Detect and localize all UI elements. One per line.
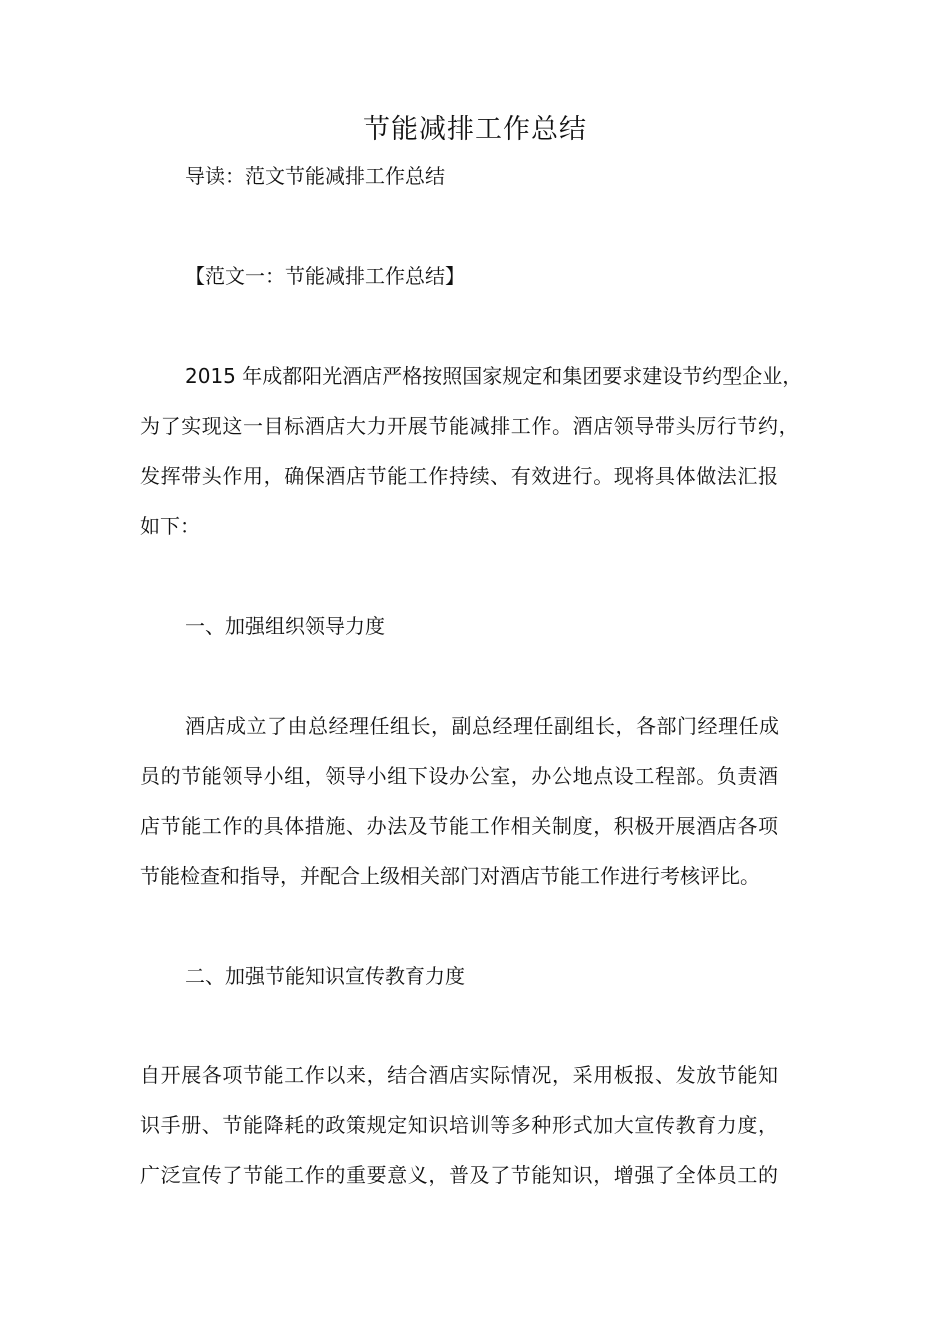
document-title: 节能减排工作总结 (363, 114, 587, 145)
intro-line: 2015 年成都阳光酒店严格按照国家规定和集团要求建设节约型企业， (185, 364, 803, 388)
paragraph-2-line: 识手册、节能降耗的政策规定知识培训等多种形式加大宣传教育力度， (140, 1113, 779, 1137)
section-heading-1: 一、加强组织领导力度 (185, 614, 385, 638)
paragraph-2-line: 自开展各项节能工作以来，结合酒店实际情况，采用板报、发放节能知 (140, 1063, 779, 1087)
section-heading-2: 二、加强节能知识宣传教育力度 (185, 964, 465, 988)
paragraph-2-line: 广泛宣传了节能工作的重要意义，普及了节能知识，增强了全体员工的 (140, 1163, 779, 1187)
intro-line: 为了实现这一目标酒店大力开展节能减排工作。酒店领导带头厉行节约， (140, 414, 800, 438)
paragraph-1-line: 员的节能领导小组，领导小组下设办公室，办公地点设工程部。负责酒 (140, 764, 779, 788)
intro-line: 发挥带头作用，确保酒店节能工作持续、有效进行。现将具体做法汇报 (140, 464, 779, 488)
lead-text: 导读：范文节能减排工作总结 (185, 164, 445, 188)
paragraph-1-line: 酒店成立了由总经理任组长，副总经理任副组长，各部门经理任成 (185, 714, 780, 738)
section-label: 【范文一：节能减排工作总结】 (185, 264, 465, 288)
paragraph-1-line: 节能检查和指导，并配合上级相关部门对酒店节能工作进行考核评比。 (140, 864, 760, 888)
paragraph-1-line: 店节能工作的具体措施、办法及节能工作相关制度，积极开展酒店各项 (140, 814, 779, 838)
intro-line: 如下： (140, 514, 200, 538)
